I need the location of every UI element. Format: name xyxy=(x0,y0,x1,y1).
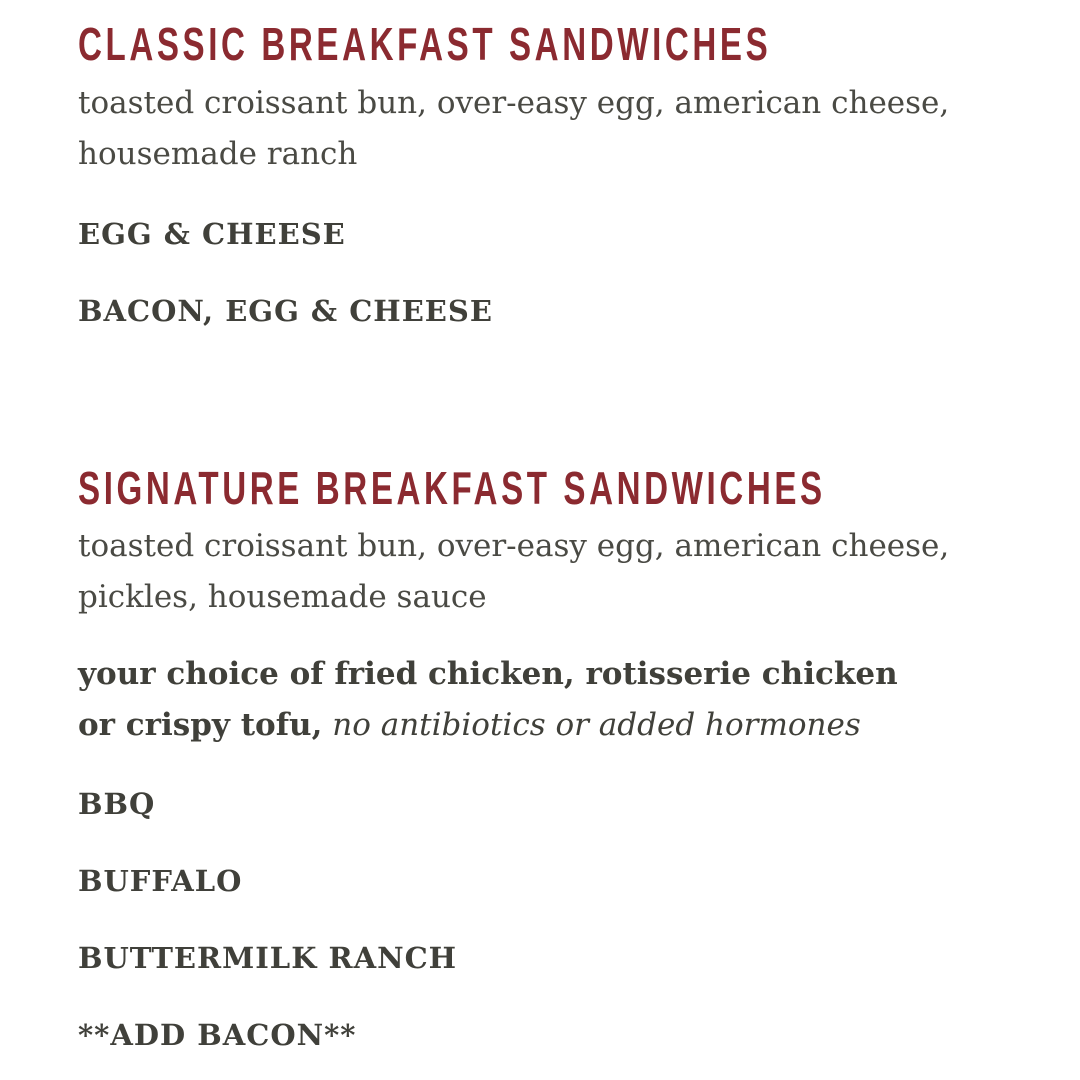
section-title: CLASSIC BREAKFAST SANDWICHES xyxy=(78,18,772,70)
menu-item-buffalo: BUFFALO xyxy=(78,864,243,898)
description-line: toasted croissant bun, over-easy egg, american cheese, xyxy=(78,85,950,121)
menu-item-egg-cheese: EGG & CHEESE xyxy=(78,217,346,251)
choice-line-bold: or crispy tofu, xyxy=(78,707,323,743)
choice-note: no antibiotics or added hormones xyxy=(332,707,861,743)
choice-line: your choice of fried chicken, rotisserie chicken xyxy=(78,656,898,692)
menu-item-buttermilk-ranch: BUTTERMILK RANCH xyxy=(78,941,458,975)
section-title: SIGNATURE BREAKFAST SANDWICHES xyxy=(78,462,826,514)
description-line: housemade ranch xyxy=(78,136,358,172)
description-line: pickles, housemade sauce xyxy=(78,579,487,615)
protein-choice xyxy=(78,649,1018,751)
section-description xyxy=(78,521,1018,623)
description-line: toasted croissant bun, over-easy egg, american cheese, xyxy=(78,528,950,564)
menu-item-bacon-egg-cheese: BACON, EGG & CHEESE xyxy=(78,294,493,328)
menu-item-add-bacon: **ADD BACON** xyxy=(78,1018,357,1052)
menu-item-bbq: BBQ xyxy=(78,787,156,821)
section-description xyxy=(78,78,1018,180)
